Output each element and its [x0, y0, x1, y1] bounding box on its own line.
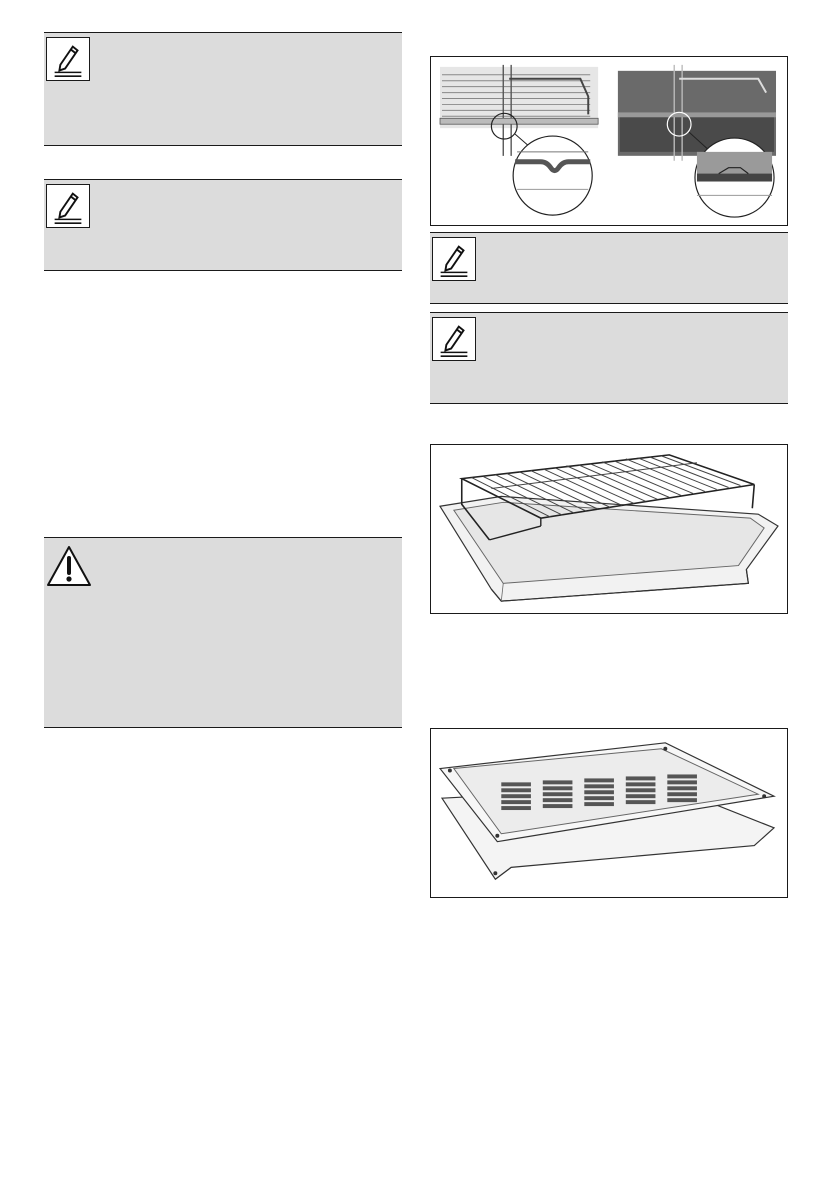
panel-tray [618, 65, 776, 217]
note-box-3 [430, 232, 788, 304]
pencil-note-icon [432, 317, 476, 361]
pencil-note-icon [46, 37, 90, 81]
figure-rack-guide-detail [430, 56, 788, 226]
note-box-1 [44, 32, 402, 146]
figure-perforated-tray [430, 728, 788, 898]
panel-wire-rack [440, 65, 598, 215]
note-box-4 [430, 312, 788, 404]
warning-triangle-icon [46, 544, 92, 588]
figure-rack-over-deep-tray [430, 444, 788, 614]
warning-box [44, 537, 402, 728]
pencil-note-icon [432, 237, 476, 281]
pencil-note-icon [46, 184, 90, 228]
note-box-2 [44, 179, 402, 271]
